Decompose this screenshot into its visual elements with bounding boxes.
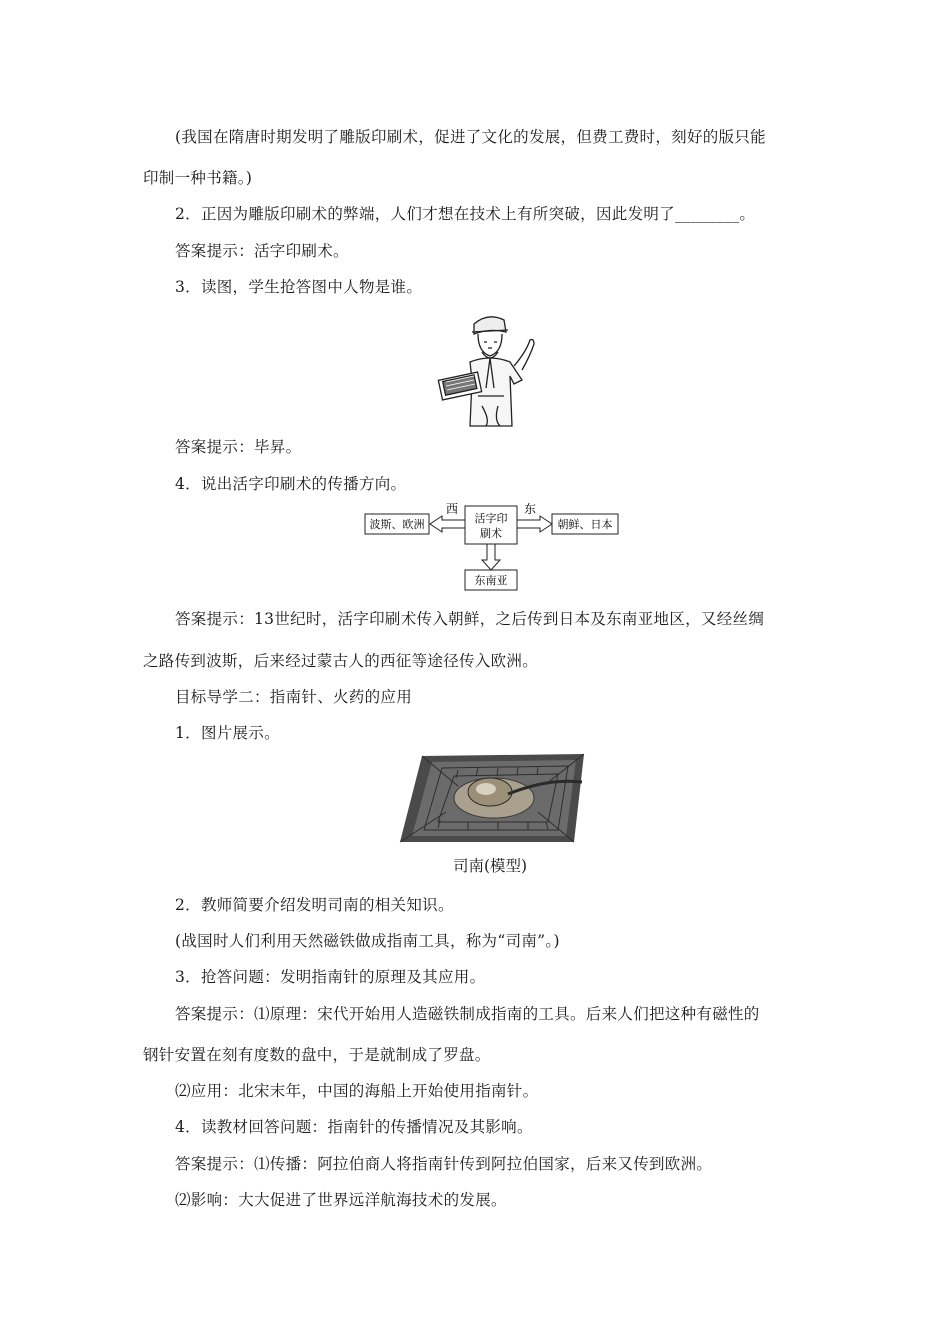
figure-caption: 司南(模型) [452,857,528,875]
paragraph-intro-line2: 印制一种书籍。) [143,169,253,187]
diagram-west-target: 波斯、欧洲 [369,518,425,531]
answer-2: 答案提示：活字印刷术。 [175,242,349,260]
question-4: 4．说出活字印刷术的传播方向。 [175,475,407,493]
answer-4-line2: 之路传到波斯，后来经过蒙古人的西征等途径传入欧洲。 [143,652,539,670]
answer-3: 答案提示：毕昇。 [175,438,302,456]
bi-sheng-illustration [430,310,550,430]
step-4: 4．读教材回答问题：指南针的传播情况及其影响。 [175,1118,533,1136]
question-2: 2．正因为雕版印刷术的弊端，人们才想在技术上有所突破，因此发明了________。 [175,205,756,223]
answer-6-line1: 答案提示：⑴传播：阿拉伯商人将指南针传到阿拉伯国家，后来又传到欧洲。 [175,1155,713,1173]
diagram-west-label: 西 [445,502,459,516]
answer-5-line3: ⑵应用：北宋末年，中国的海船上开始使用指南针。 [175,1082,539,1100]
step-3: 3．抢答问题：发明指南针的原理及其应用。 [175,968,486,986]
answer-5-line2: 钢针安置在刻有度数的盘中，于是就制成了罗盘。 [143,1046,491,1064]
goal-2-heading: 目标导学二：指南针、火药的应用 [175,688,413,706]
spread-diagram [360,500,625,595]
sinan-compass-photo [398,752,588,844]
step-2-note: (战国时人们利用天然磁铁做成指南工具，称为“司南”。) [175,932,560,950]
diagram-east-label: 东 [523,502,537,516]
step-2: 2．教师简要介绍发明司南的相关知识。 [175,896,454,914]
answer-6-line2: ⑵影响：大大促进了世界远洋航海技术的发展。 [175,1191,507,1209]
answer-5-line1: 答案提示：⑴原理：宋代开始用人造磁铁制成指南的工具。后来人们把这种有磁性的 [175,1005,760,1023]
paragraph-intro-line1: (我国在隋唐时期发明了雕版印刷术，促进了文化的发展，但费工费时，刻好的版只能 [175,128,766,146]
diagram-south-target: 东南亚 [474,574,508,587]
question-3: 3．读图，学生抢答图中人物是谁。 [175,278,423,296]
diagram-east-target: 朝鲜、日本 [557,518,613,531]
diagram-center-line2: 刷术 [480,527,502,540]
step-1: 1．图片展示。 [175,724,280,742]
diagram-center-line1: 活字印 [474,512,508,525]
answer-4-line1: 答案提示：13世纪时，活字印刷术传入朝鲜，之后传到日本及东南亚地区，又经丝绸 [175,610,765,628]
